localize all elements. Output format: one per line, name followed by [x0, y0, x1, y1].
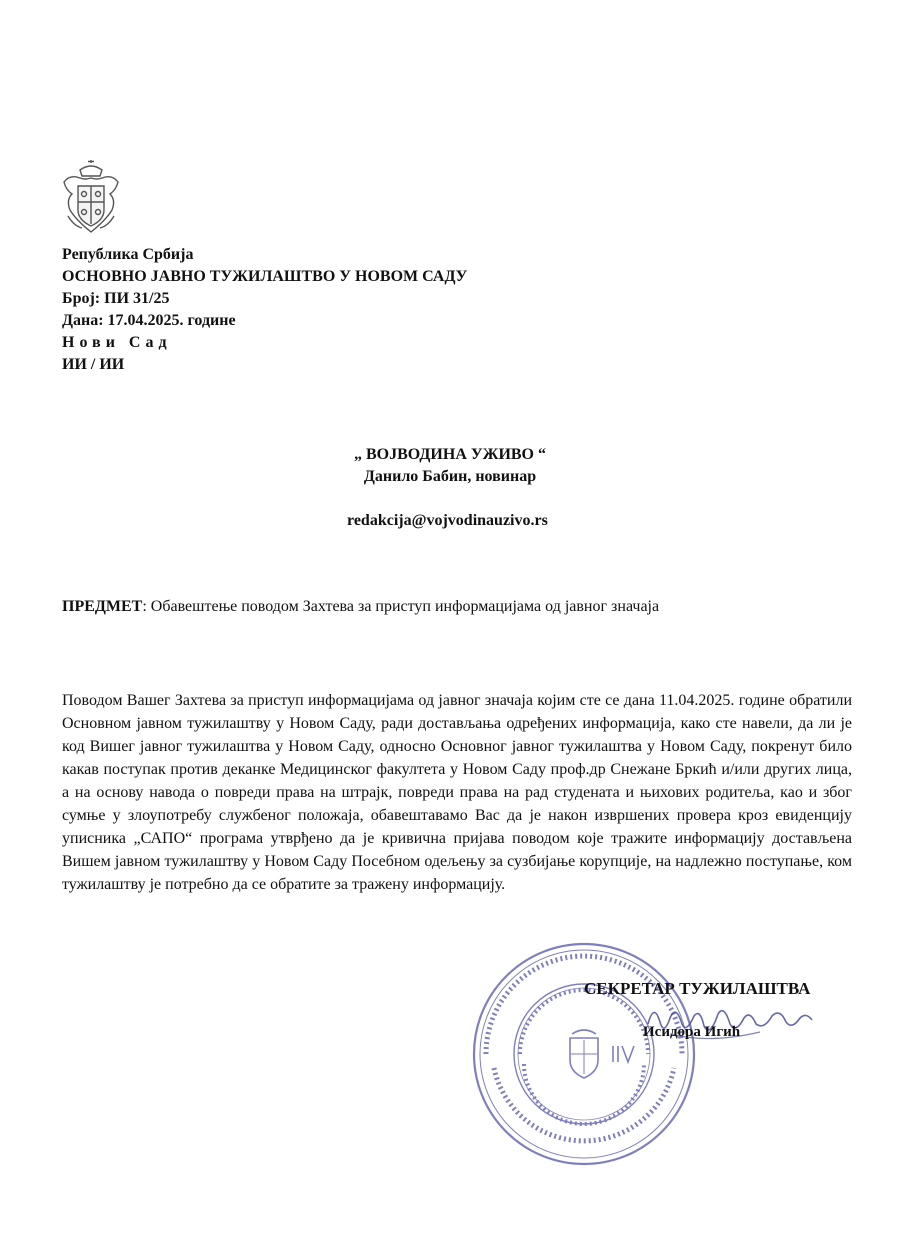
addressee-outlet: „ ВОЈВОДИНА УЖИВО “ — [353, 446, 546, 463]
subject-text: : Обавештење поводом Захтева за приступ информацијама од јавног значаја — [142, 598, 660, 615]
city-name: Нови Сад — [62, 334, 172, 351]
letter-body: Поводом Вашег Захтева за приступ информацијама од јавног значаја којим сте се дана 11.04.2025. године обратили Основном јавном тужилаштву у Новом Саду, ради достављања одређених информација, како сте навели, да ли је код Вишег јавног тужилаштва у Новом Саду, односно Основног јавног тужилаштва у Новом Саду, покренут било какав поступак против деканке Медицинског факултета у Новом Саду проф.др Снежане Бркић и/или других лица, а на основу навода о повреди права на штрајк, повреди права на рад студената и њихових родитеља, као и због сумње у злоупотребу службеног положаја, обавештавамо Вас да је након извршених провера кроз евиденцију уписника „САПО“ програма утврђено да је кривична пријава поводом које тражите информацију достављена Вишем јавном тужилаштву у Новом Саду Посебном одељењу за сузбијање корупције, на надлежно поступање, ком тужилаштву је потребно да се обратите за тражену информацију. — [62, 692, 852, 893]
coat-of-arms-icon — [60, 160, 122, 236]
subject-label: ПРЕДМЕТ — [62, 598, 143, 615]
signatory-title: СЕКРЕТАР ТУЖИЛАШТВА — [584, 979, 811, 998]
addressee-person: Данило Бабин, новинар — [363, 468, 537, 485]
author-initials: ИИ / ИИ — [62, 356, 125, 373]
subject-line — [62, 598, 659, 616]
signatory-name: Исидора Игић — [643, 1024, 741, 1040]
official-stamp-icon — [468, 938, 700, 1170]
addressee-email: redakcija@vojvodinauzivo.rs — [347, 512, 548, 529]
country-name: Република Србија — [62, 246, 194, 263]
letter-date: Дана: 17.04.2025. године — [62, 312, 236, 329]
letter-header — [62, 244, 467, 376]
case-number: Број: ПИ 31/25 — [62, 290, 170, 307]
office-name: ОСНОВНО ЈАВНО ТУЖИЛАШТВО У НОВОМ САДУ — [62, 268, 468, 285]
